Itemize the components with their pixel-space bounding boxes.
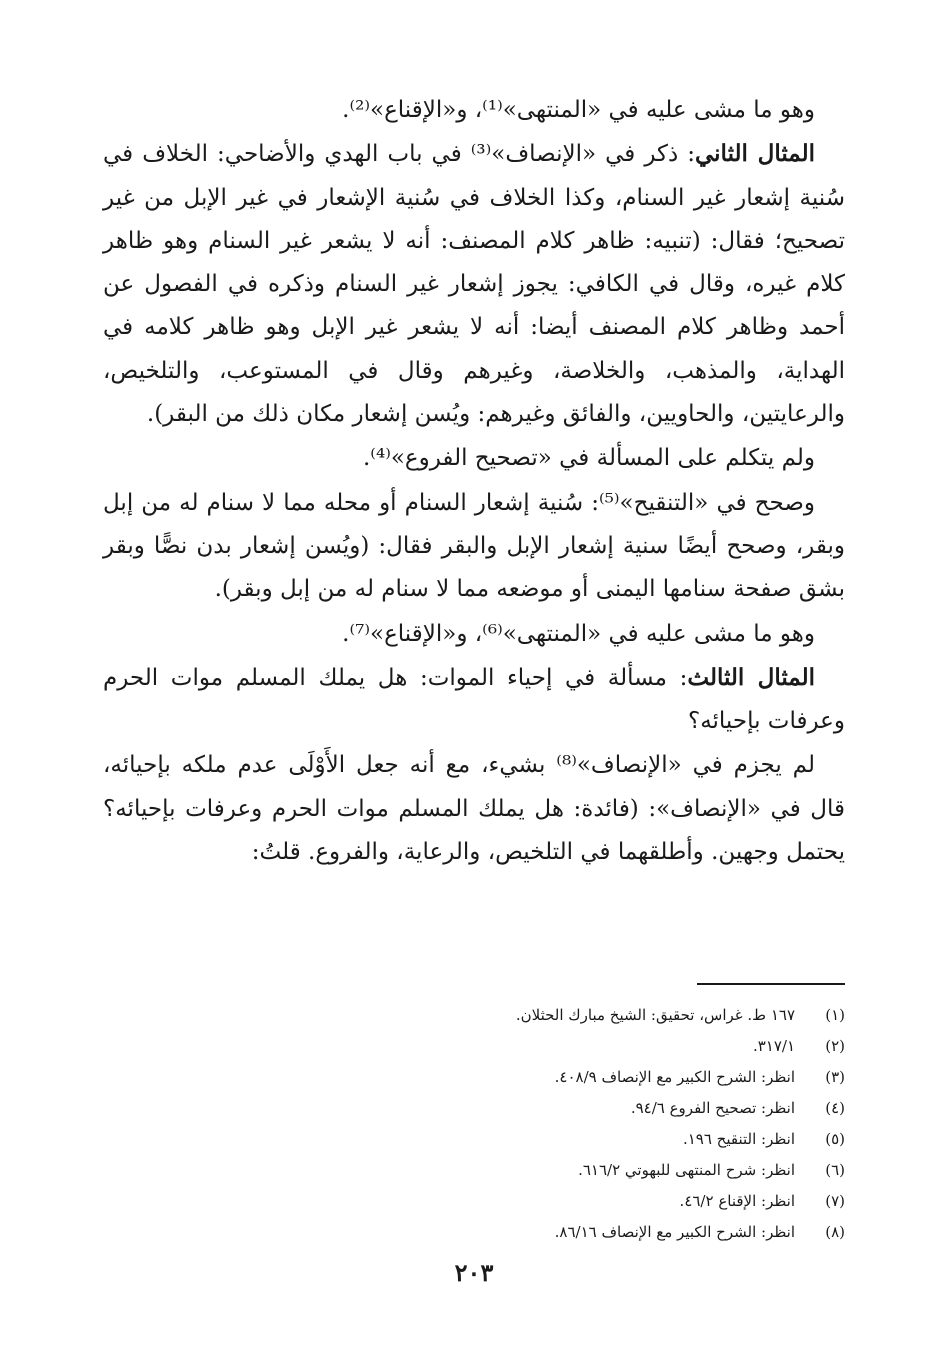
footnote-text: انظر: تصحيح الفروع ٩٤/٦.	[630, 1099, 795, 1117]
footnote-number: (١)	[825, 1006, 845, 1024]
paragraph-5	[103, 612, 845, 656]
footnote-item	[103, 1000, 845, 1031]
footnote-text: انظر: شرح المنتهى للبهوتي ٦١٦/٢.	[578, 1161, 795, 1179]
footnote-number: (٦)	[825, 1161, 845, 1179]
footnote-text: انظر: الشرح الكبير مع الإنصاف ٨٦/١٦.	[554, 1223, 795, 1241]
document-page	[103, 88, 845, 1348]
paragraph-2	[103, 132, 845, 436]
paragraph-text: : ذكر في «الإنصاف»⁽³⁾ في باب الهدي والأضاحي: الخلاف في سُنية إشعار غير السنام، وكذا الخلاف في سُنية الإشعار في غير الإبل من غير تصحيح؛ فقال: (تنبيه: ظاهر كلام المصنف: أنه لا يشعر غير السنام وهو ظاهر كلام غيره، وقال في الكافي: يجوز إشعار غير السنام وذكره في الفصول عن أحمد وظاهر كلام المصنف أيضا: أنه لا يشعر غير الإبل وهو ظاهر كلامه في الهداية، والمذهب، والخلاصة، وغيرهم وقال في المستوعب، والتلخيص، والرعايتين، والحاويين، والفائق وغيرهم: ويُسن إشعار مكان ذلك من البقر).	[103, 141, 845, 428]
footnote-text: انظر: الإقناع ٤٦/٢.	[679, 1192, 795, 1210]
paragraph-text: لم يجزم في «الإنصاف»⁽⁸⁾ بشيء، مع أنه جعل الأَوْلَى عدم ملكه بإحيائه، قال في «الإنصاف»: (فائدة: هل يملك المسلم موات الحرم وعرفات بإحيائه؟ يحتمل وجهين. وأطلقهما في التلخيص، والرعاية، والفروع. قلتُ:	[103, 752, 845, 866]
paragraph-text: : مسألة في إحياء الموات: هل يملك المسلم موات الحرم وعرفات بإحيائه؟	[103, 664, 845, 735]
paragraph-heading: المثال الثاني	[694, 140, 815, 168]
footnote-item	[103, 1062, 845, 1093]
paragraph-6	[103, 656, 845, 744]
footnote-item	[103, 1124, 845, 1155]
footnote-item	[103, 1155, 845, 1186]
paragraph-3	[103, 436, 845, 480]
paragraph-text: وهو ما مشى عليه في «المنتهى»⁽⁶⁾، و«الإقناع»⁽⁷⁾.	[342, 620, 815, 647]
footnote-number: (٧)	[825, 1192, 845, 1210]
paragraph-7	[103, 743, 845, 874]
footnote-item	[103, 1217, 845, 1248]
body-text	[103, 88, 845, 874]
paragraph-1	[103, 88, 845, 132]
paragraph-text: وصحح في «التنقيح»⁽⁵⁾: سُنية إشعار السنام أو محله مما لا سنام له من إبل وبقر، وصحح أيضًا سنية إشعار الإبل والبقر فقال: (ويُسن إشعار بدن نصًّا وبقر بشق صفحة سنامها اليمنى أو موضعه مما لا سنام له من إبل وبقر).	[103, 489, 845, 603]
footnote-number: (٨)	[825, 1223, 845, 1241]
footnote-text: انظر: الشرح الكبير مع الإنصاف ٤٠٨/٩.	[554, 1068, 795, 1086]
paragraph-text: وهو ما مشى عليه في «المنتهى»⁽¹⁾، و«الإقناع»⁽²⁾.	[342, 97, 815, 123]
paragraph-4	[103, 481, 845, 612]
footnote-item	[103, 1093, 845, 1124]
footnote-number: (٢)	[825, 1037, 845, 1055]
footnote-number: (٤)	[825, 1099, 845, 1117]
page-number: ٢٠٣	[454, 1258, 494, 1287]
footnote-number: (٥)	[825, 1130, 845, 1148]
footnotes	[103, 1000, 845, 1248]
footnote-text: ٣١٧/١.	[752, 1037, 795, 1055]
footnote-item	[103, 1031, 845, 1062]
paragraph-text: ولم يتكلم على المسألة في «تصحيح الفروع»⁽⁴⁾.	[362, 445, 815, 472]
footnote-item	[103, 1186, 845, 1217]
footnote-number: (٣)	[825, 1068, 845, 1086]
paragraph-heading: المثال الثالث	[687, 663, 815, 691]
footnote-text: انظر: التنقيح ١٩٦.	[682, 1130, 795, 1148]
footnote-divider	[697, 983, 845, 985]
footnote-text: ١٦٧ ط. غراس، تحقيق: الشيخ مبارك الحثلان.	[515, 1006, 795, 1024]
